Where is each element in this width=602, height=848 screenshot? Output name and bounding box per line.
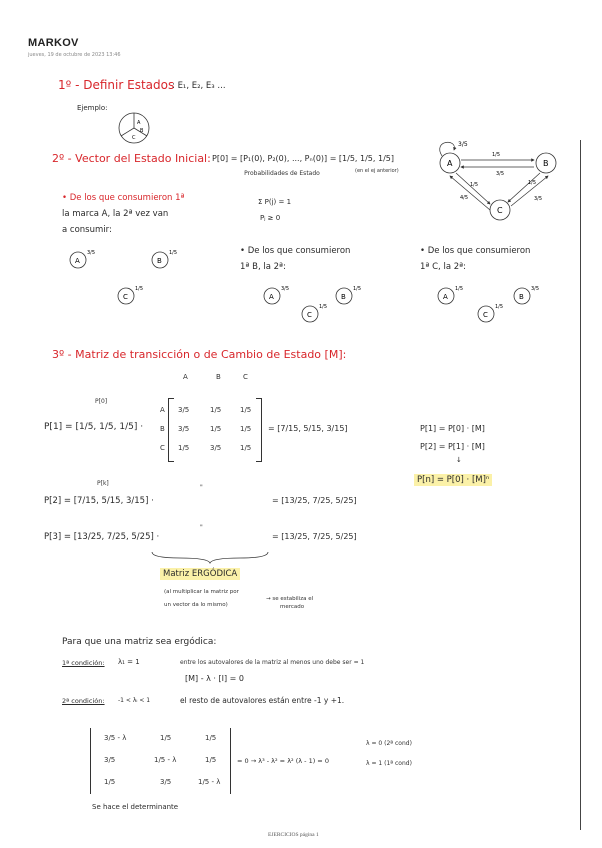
page-title: MARKOV <box>28 37 79 49</box>
det-cell: 1/5 <box>160 734 172 742</box>
case-a-circles <box>60 248 190 308</box>
svg-text:B: B <box>157 257 162 265</box>
svg-text:A: A <box>75 257 80 265</box>
p0-label: P[0] <box>95 398 108 405</box>
case-b-text <box>240 243 350 275</box>
cond1-equation: [M] - λ · [I] = 0 <box>185 674 244 683</box>
edge-ca-prob: 4/5 <box>460 195 469 201</box>
section3-heading: 3º - Matriz de transicción o de Cambio de Estado [M]: <box>52 348 347 361</box>
svg-text:3/5: 3/5 <box>281 286 290 292</box>
cond2-text: el resto de autovalores están entre -1 y +1. <box>180 696 345 705</box>
probabilities-label: Probabilidades de Estado <box>244 170 320 177</box>
initial-vector-formula: P[0] = [P₁(0), P₂(0), ..., Pₙ(0)] = [1/5, 1/5, 1/5] <box>212 154 394 163</box>
det-cell: 3/5 - λ <box>104 734 127 742</box>
page-margin-line <box>580 140 581 830</box>
det-cell: 1/5 <box>205 756 217 764</box>
svg-text:A: A <box>269 293 274 301</box>
case-c-line-2: 1ª C, la 2ª: <box>420 262 467 272</box>
svg-text:A: A <box>443 293 448 301</box>
row-header-c: C <box>160 444 165 452</box>
col-header-a: A <box>183 373 188 381</box>
det-cell: 1/5 - λ <box>198 778 221 786</box>
svg-text:1/5: 1/5 <box>495 304 504 310</box>
side-formula-1: P[1] = P[0] · [M] <box>420 424 485 433</box>
svg-text:B: B <box>341 293 346 301</box>
case-b-line-1: • De los que consumieron <box>240 246 351 256</box>
root-1: λ = 0 (2ª cond) <box>366 740 412 747</box>
nonneg-rule: Pⱼ ≥ 0 <box>260 214 281 222</box>
p1-rhs: = [7/15, 5/15, 3/15] <box>268 424 348 433</box>
col-header-b: B <box>216 373 221 381</box>
node-c-label: C <box>497 206 503 215</box>
example-note: (en el ej anterior) <box>355 168 399 174</box>
edge-bc-prob: 1/5 <box>528 180 537 186</box>
transition-matrix <box>160 398 265 462</box>
svg-text:3/5: 3/5 <box>87 250 96 256</box>
brace-icon <box>150 550 270 564</box>
matrix-cell: 3/5 <box>178 425 190 433</box>
pie-label-c: C <box>132 135 136 141</box>
case-a-line-3: a consumir: <box>62 225 112 235</box>
node-a-label: A <box>447 159 453 168</box>
cond2-label: 2ª condición: <box>62 697 105 705</box>
p3-rhs: = [13/25, 7/25, 5/25] <box>272 532 357 541</box>
state-transition-diagram <box>428 136 570 232</box>
pie-label-a: A <box>137 120 141 126</box>
ergodic-note-3: → se estabiliza el <box>266 596 314 602</box>
case-c-line-1: • De los que consumieron <box>420 246 531 256</box>
ergodic-note-2: un vector da lo mismo) <box>164 602 228 608</box>
matrix-cell: 1/5 <box>240 444 252 452</box>
det-cell: 1/5 <box>205 734 217 742</box>
example-pie-chart <box>112 108 156 148</box>
general-formula-highlight: P[n] = P[0] · [M]ⁿ <box>414 474 492 486</box>
det-cell: 1/5 <box>104 778 116 786</box>
case-b-line-2: 1ª B, la 2ª: <box>240 262 286 272</box>
svg-text:3/5: 3/5 <box>531 286 540 292</box>
matrix-cell: 3/5 <box>210 444 222 452</box>
svg-text:1/5: 1/5 <box>353 286 362 292</box>
page-footer: EJERCICIOS página 1 <box>268 832 319 838</box>
edge-cb-prob: 3/5 <box>534 196 543 202</box>
sum-rule: Σ P(j) = 1 <box>258 198 292 206</box>
side-formula-2: P[2] = P[1] · [M] <box>420 442 485 451</box>
root-2: λ = 1 (1ª cond) <box>366 760 412 767</box>
det-cell: 1/5 - λ <box>154 756 177 764</box>
det-result: = 0 → λ³ - λ² = λ² (λ - 1) = 0 <box>237 757 329 765</box>
matrix-cell: 1/5 <box>240 425 252 433</box>
svg-text:C: C <box>483 311 488 319</box>
svg-text:1/5: 1/5 <box>135 286 144 292</box>
det-note: Se hace el determinante <box>92 803 179 811</box>
down-arrow-icon: ↓ <box>456 456 462 464</box>
page-timestamp: jueves, 19 de octubre de 2023 13:46 <box>28 52 121 58</box>
det-cell: 3/5 <box>104 756 116 764</box>
ergodic-note-1: (al multiplicar la matriz por <box>164 589 239 595</box>
case-c-circles <box>436 282 546 332</box>
ditto-mark: " <box>200 524 203 531</box>
edge-ac-prob: 1/5 <box>470 182 479 188</box>
svg-text:1/5: 1/5 <box>455 286 464 292</box>
self-loop-prob: 3/5 <box>458 141 468 148</box>
case-b-circles <box>262 282 362 332</box>
matrix-cell: 3/5 <box>178 406 190 414</box>
ditto-mark: " <box>200 484 203 491</box>
matrix-cell: 1/5 <box>240 406 252 414</box>
svg-text:C: C <box>307 311 312 319</box>
case-a-line-1: • De los que consumieron 1ª <box>62 193 185 203</box>
matrix-cell: 1/5 <box>178 444 190 452</box>
pk-label: P[k] <box>97 480 109 487</box>
svg-text:1/5: 1/5 <box>319 304 328 310</box>
section1-states: : E₁, E₂, E₃ ... <box>172 81 226 91</box>
cond2-formula: -1 < λᵢ < 1 <box>118 697 151 704</box>
determinant <box>90 728 232 794</box>
example-label: Ejemplo: <box>77 104 108 112</box>
p2-lhs: P[2] = [7/15, 5/15, 3/15] · <box>44 496 154 506</box>
cond1-formula: λ₁ = 1 <box>118 658 140 666</box>
svg-text:1/5: 1/5 <box>169 250 178 256</box>
section1-heading: 1º - Definir Estados <box>58 78 175 92</box>
matrix-cell: 1/5 <box>210 425 222 433</box>
case-a-text <box>62 190 185 238</box>
p2-rhs: = [13/25, 7/25, 5/25] <box>272 496 357 505</box>
p1-lhs: P[1] = [1/5, 1/5, 1/5] · <box>44 422 144 432</box>
edge-ab-prob: 1/5 <box>492 152 501 158</box>
ergodic-note-4: mercado <box>280 604 305 610</box>
p3-lhs: P[3] = [13/25, 7/25, 5/25] · <box>44 532 160 542</box>
edge-ba-prob: 3/5 <box>496 171 505 177</box>
ergodic-label: Matriz ERGÓDICA <box>160 568 240 580</box>
det-cell: 3/5 <box>160 778 172 786</box>
svg-text:B: B <box>519 293 524 301</box>
matrix-cell: 1/5 <box>210 406 222 414</box>
col-header-c: C <box>243 373 248 381</box>
pie-label-b: B <box>140 128 144 134</box>
case-a-line-2: la marca A, la 2ª vez van <box>62 209 169 219</box>
svg-text:C: C <box>123 293 128 301</box>
row-header-b: B <box>160 425 165 433</box>
cond1-label: 1ª condición: <box>62 659 105 667</box>
section4-heading: Para que una matriz sea ergódica: <box>62 637 217 647</box>
case-c-text <box>420 243 530 275</box>
row-header-a: A <box>160 406 165 414</box>
cond1-text: entre los autovalores de la matriz al menos uno debe ser = 1 <box>180 659 365 666</box>
section2-heading: 2º - Vector del Estado Inicial: <box>52 152 211 165</box>
node-b-label: B <box>543 159 549 168</box>
